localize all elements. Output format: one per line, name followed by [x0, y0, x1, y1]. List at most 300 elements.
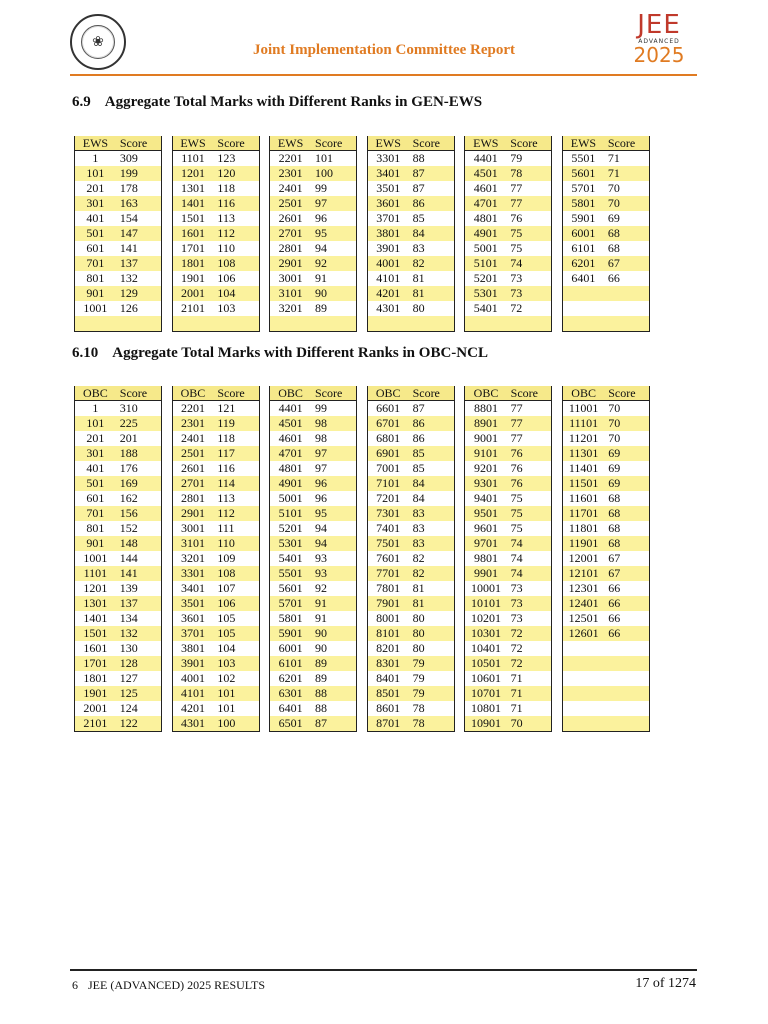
table-row — [270, 551, 357, 566]
table-row — [75, 226, 162, 241]
score-cell: 90 — [311, 286, 357, 301]
rank-cell: 3301 — [172, 566, 213, 581]
rank-cell: 801 — [75, 271, 116, 286]
table-row — [367, 536, 454, 551]
score-cell: 85 — [409, 446, 455, 461]
table-row — [172, 626, 259, 641]
rank-cell: 12001 — [563, 551, 605, 566]
score-cell: 69 — [604, 211, 650, 226]
table-row — [465, 316, 552, 332]
score-cell: 66 — [604, 581, 649, 596]
table-row — [270, 256, 357, 271]
table-row — [563, 611, 650, 626]
score-cell: 152 — [116, 521, 162, 536]
rank-cell: 1501 — [172, 211, 213, 226]
rank-cell: 6901 — [367, 446, 408, 461]
table-row — [172, 431, 259, 446]
table-row — [172, 476, 259, 491]
score-cell: 94 — [311, 521, 357, 536]
rank-cell: 201 — [75, 431, 116, 446]
table-row — [172, 566, 259, 581]
rank-cell: 10301 — [465, 626, 507, 641]
table-row — [465, 656, 552, 671]
score-cell: 76 — [506, 211, 552, 226]
score-cell: 91 — [311, 596, 357, 611]
table-row — [563, 641, 650, 656]
table-row — [172, 401, 259, 417]
table-row — [75, 626, 162, 641]
rank-cell: 3901 — [367, 241, 408, 256]
score-cell: 73 — [506, 286, 552, 301]
table-row — [563, 626, 650, 641]
rank-cell: 3801 — [172, 641, 213, 656]
score-cell: 97 — [311, 446, 357, 461]
score-cell: 79 — [506, 151, 552, 167]
rank-column-header: EWS — [270, 136, 311, 151]
table-row — [367, 196, 454, 211]
table-row — [172, 551, 259, 566]
rank-cell: 1001 — [75, 551, 116, 566]
table-row — [563, 431, 650, 446]
rank-cell: 10901 — [465, 716, 507, 732]
rank-cell: 5601 — [270, 581, 311, 596]
rank-cell: 601 — [75, 491, 116, 506]
score-cell: 101 — [213, 701, 259, 716]
score-cell: 75 — [507, 506, 552, 521]
table-row — [270, 316, 357, 332]
table-row — [270, 271, 357, 286]
score-column-header: Score — [604, 136, 650, 151]
score-cell: 113 — [213, 491, 259, 506]
table-row — [465, 241, 552, 256]
score-cell: 117 — [213, 446, 259, 461]
rank-table — [562, 136, 650, 332]
rank-cell: 5301 — [465, 286, 506, 301]
table-row — [465, 401, 552, 417]
rank-cell: 9301 — [465, 476, 507, 491]
rank-cell: 8301 — [367, 656, 408, 671]
rank-cell — [563, 286, 604, 301]
table-row — [270, 656, 357, 671]
table-row — [563, 401, 650, 417]
rank-cell: 12101 — [563, 566, 605, 581]
score-cell: 89 — [311, 656, 357, 671]
score-cell: 67 — [604, 551, 649, 566]
rank-cell: 201 — [75, 181, 116, 196]
rank-cell: 7601 — [367, 551, 408, 566]
table-row — [465, 611, 552, 626]
page-header — [0, 0, 768, 80]
rank-cell: 2901 — [270, 256, 311, 271]
rank-cell: 5101 — [465, 256, 506, 271]
table-row — [270, 301, 357, 316]
rank-cell: 4301 — [172, 716, 213, 732]
table-row — [465, 551, 552, 566]
table-row — [172, 491, 259, 506]
table-row — [465, 446, 552, 461]
table-row — [367, 476, 454, 491]
table-row — [75, 596, 162, 611]
score-cell: 144 — [116, 551, 162, 566]
rank-cell: 5001 — [270, 491, 311, 506]
score-cell: 96 — [311, 476, 357, 491]
score-cell: 127 — [116, 671, 162, 686]
rank-cell: 11201 — [563, 431, 605, 446]
rank-column-header: EWS — [172, 136, 213, 151]
report-title: Joint Implementation Committee Report — [252, 42, 516, 58]
score-cell: 77 — [506, 196, 552, 211]
section-heading: Aggregate Total Marks with Different Ranks in GEN-EWS — [104, 94, 483, 110]
score-cell: 118 — [213, 431, 259, 446]
score-cell: 81 — [409, 286, 455, 301]
section-title-obc — [72, 345, 488, 362]
table-row — [270, 226, 357, 241]
table-row — [563, 476, 650, 491]
score-cell: 74 — [507, 536, 552, 551]
score-cell: 69 — [604, 446, 649, 461]
rank-column-header: OBC — [563, 386, 605, 401]
rank-cell: 1101 — [75, 566, 116, 581]
table-row — [75, 521, 162, 536]
rank-cell: 6301 — [270, 686, 311, 701]
score-cell: 84 — [409, 226, 455, 241]
table-row — [465, 491, 552, 506]
rank-cell: 7901 — [367, 596, 408, 611]
rank-cell: 5701 — [563, 181, 604, 196]
table-row — [563, 461, 650, 476]
rank-cell: 5801 — [563, 196, 604, 211]
score-cell: 96 — [311, 491, 357, 506]
rank-column-header: EWS — [563, 136, 604, 151]
score-cell: 77 — [507, 416, 552, 431]
rank-cell: 3201 — [270, 301, 311, 316]
score-cell: 105 — [213, 611, 259, 626]
table-row — [563, 551, 650, 566]
table-row — [172, 226, 259, 241]
rank-cell: 401 — [75, 461, 116, 476]
table-row — [465, 151, 552, 167]
score-cell — [604, 316, 650, 332]
table-row — [75, 271, 162, 286]
table-row — [563, 271, 650, 286]
rank-cell: 9001 — [465, 431, 507, 446]
rank-cell: 2001 — [172, 286, 213, 301]
rank-table — [464, 386, 552, 732]
rank-cell: 8501 — [367, 686, 408, 701]
rank-cell: 2501 — [172, 446, 213, 461]
score-cell: 99 — [311, 401, 357, 417]
score-cell: 91 — [311, 271, 357, 286]
table-row — [270, 521, 357, 536]
table-row — [172, 271, 259, 286]
score-cell: 108 — [213, 566, 259, 581]
score-cell: 87 — [409, 401, 455, 417]
score-cell: 107 — [213, 581, 259, 596]
table-row — [563, 521, 650, 536]
section-title-ews — [72, 94, 482, 111]
table-row — [465, 476, 552, 491]
score-cell: 88 — [311, 686, 357, 701]
rank-table — [367, 386, 455, 732]
rank-cell: 5501 — [270, 566, 311, 581]
score-cell: 72 — [507, 656, 552, 671]
rank-cell: 8701 — [367, 716, 408, 732]
table-row — [270, 686, 357, 701]
table-row — [75, 461, 162, 476]
table-row — [563, 241, 650, 256]
rank-cell: 4101 — [172, 686, 213, 701]
score-cell: 76 — [507, 461, 552, 476]
score-cell: 116 — [213, 461, 259, 476]
score-cell: 74 — [507, 566, 552, 581]
table-row — [172, 716, 259, 732]
rank-cell — [367, 316, 408, 332]
table-row — [367, 671, 454, 686]
score-cell: 82 — [409, 256, 455, 271]
table-row — [270, 581, 357, 596]
score-cell: 86 — [409, 431, 455, 446]
rank-cell — [563, 316, 604, 332]
rank-cell: 3101 — [270, 286, 311, 301]
score-column-header: Score — [507, 386, 552, 401]
table-row — [367, 641, 454, 656]
rank-cell: 2601 — [172, 461, 213, 476]
table-row — [465, 256, 552, 271]
table-row — [465, 626, 552, 641]
rank-cell: 11901 — [563, 536, 605, 551]
score-cell: 110 — [213, 241, 259, 256]
table-row — [465, 596, 552, 611]
rank-cell: 2101 — [172, 301, 213, 316]
table-row — [270, 416, 357, 431]
table-row — [270, 716, 357, 732]
score-column-header: Score — [116, 386, 162, 401]
table-row — [270, 431, 357, 446]
logo-year: 2025 — [633, 43, 685, 67]
table-row — [75, 566, 162, 581]
rank-cell: 7801 — [367, 581, 408, 596]
score-column-header: Score — [213, 386, 259, 401]
score-cell: 114 — [213, 476, 259, 491]
table-row — [563, 596, 650, 611]
score-cell: 90 — [311, 641, 357, 656]
table-row — [367, 256, 454, 271]
score-cell: 86 — [409, 196, 455, 211]
table-row — [75, 416, 162, 431]
score-cell: 89 — [311, 301, 357, 316]
table-row — [172, 536, 259, 551]
score-cell: 97 — [311, 461, 357, 476]
score-cell: 91 — [311, 611, 357, 626]
rank-cell: 5401 — [465, 301, 506, 316]
score-cell: 79 — [409, 656, 455, 671]
rank-cell: 2701 — [172, 476, 213, 491]
score-cell — [604, 686, 649, 701]
score-cell: 68 — [604, 241, 650, 256]
score-column-header: Score — [213, 136, 259, 151]
score-cell: 70 — [604, 416, 649, 431]
table-row — [563, 491, 650, 506]
score-cell: 137 — [116, 596, 162, 611]
score-cell: 69 — [604, 476, 649, 491]
score-cell: 110 — [213, 536, 259, 551]
rank-cell: 3201 — [172, 551, 213, 566]
rank-cell: 401 — [75, 211, 116, 226]
score-cell: 98 — [311, 431, 357, 446]
score-cell: 83 — [409, 536, 455, 551]
score-cell: 66 — [604, 596, 649, 611]
table-row — [367, 241, 454, 256]
table-row — [465, 301, 552, 316]
table-row — [367, 226, 454, 241]
rank-cell: 9501 — [465, 506, 507, 521]
rank-cell: 301 — [75, 196, 116, 211]
rank-cell: 5601 — [563, 166, 604, 181]
table-row — [75, 316, 162, 332]
score-cell: 111 — [213, 521, 259, 536]
score-cell: 68 — [604, 536, 649, 551]
rank-cell: 1201 — [75, 581, 116, 596]
table-row — [270, 181, 357, 196]
rank-cell: 4701 — [270, 446, 311, 461]
score-cell: 67 — [604, 256, 650, 271]
rank-cell: 4001 — [172, 671, 213, 686]
rank-cell: 801 — [75, 521, 116, 536]
score-cell: 95 — [311, 506, 357, 521]
table-row — [270, 151, 357, 167]
score-cell: 106 — [213, 271, 259, 286]
rank-cell: 1 — [75, 401, 116, 417]
score-column-header: Score — [116, 136, 162, 151]
table-row — [465, 536, 552, 551]
table-row — [270, 401, 357, 417]
table-row — [75, 671, 162, 686]
rank-cell: 501 — [75, 476, 116, 491]
score-column-header: Score — [311, 136, 357, 151]
table-row — [172, 151, 259, 167]
rank-column-header: OBC — [367, 386, 408, 401]
rank-cell: 3701 — [367, 211, 408, 226]
score-cell: 78 — [409, 716, 455, 732]
score-cell — [604, 716, 649, 732]
score-cell: 134 — [116, 611, 162, 626]
rank-cell: 2601 — [270, 211, 311, 226]
score-cell — [604, 671, 649, 686]
score-cell: 108 — [213, 256, 259, 271]
table-row — [465, 166, 552, 181]
table-row — [270, 461, 357, 476]
score-cell: 201 — [116, 431, 162, 446]
rank-cell: 10101 — [465, 596, 507, 611]
score-cell: 102 — [213, 671, 259, 686]
rank-cell: 4801 — [270, 461, 311, 476]
rank-cell: 2801 — [270, 241, 311, 256]
rank-cell: 7701 — [367, 566, 408, 581]
rank-cell: 10501 — [465, 656, 507, 671]
rank-cell: 1801 — [172, 256, 213, 271]
score-cell: 83 — [409, 521, 455, 536]
table-row — [367, 551, 454, 566]
table-row — [465, 671, 552, 686]
rank-column-header: EWS — [465, 136, 506, 151]
score-cell: 132 — [116, 626, 162, 641]
rank-cell: 7401 — [367, 521, 408, 536]
score-cell: 104 — [213, 286, 259, 301]
table-row — [563, 166, 650, 181]
score-cell: 163 — [116, 196, 162, 211]
rank-cell: 1001 — [75, 301, 116, 316]
table-row — [563, 301, 650, 316]
rank-cell: 9101 — [465, 446, 507, 461]
score-cell: 112 — [213, 226, 259, 241]
rank-cell: 5201 — [465, 271, 506, 286]
section-number: 6.10 — [72, 345, 99, 361]
score-cell — [213, 316, 259, 332]
score-cell: 156 — [116, 506, 162, 521]
rank-cell: 5801 — [270, 611, 311, 626]
score-cell: 83 — [409, 506, 455, 521]
table-row — [465, 196, 552, 211]
score-cell: 178 — [116, 181, 162, 196]
table-row — [367, 181, 454, 196]
table-row — [172, 196, 259, 211]
score-cell: 77 — [506, 181, 552, 196]
score-cell: 76 — [507, 446, 552, 461]
rank-cell: 101 — [75, 416, 116, 431]
table-row — [75, 196, 162, 211]
rank-cell: 6201 — [563, 256, 604, 271]
score-cell: 85 — [409, 461, 455, 476]
table-row — [172, 596, 259, 611]
rank-cell: 6601 — [367, 401, 408, 417]
rank-table — [172, 386, 260, 732]
table-row — [465, 566, 552, 581]
score-cell: 103 — [213, 301, 259, 316]
score-cell: 141 — [116, 566, 162, 581]
score-cell: 130 — [116, 641, 162, 656]
table-row — [563, 181, 650, 196]
table-row — [563, 211, 650, 226]
footer-text: JEE (ADVANCED) 2025 RESULTS — [88, 978, 266, 992]
rank-cell: 7501 — [367, 536, 408, 551]
rank-cell: 12301 — [563, 581, 605, 596]
table-row — [465, 581, 552, 596]
score-cell: 309 — [116, 151, 162, 167]
rank-cell: 9801 — [465, 551, 507, 566]
rank-cell: 7101 — [367, 476, 408, 491]
score-cell: 77 — [507, 431, 552, 446]
score-cell: 75 — [506, 226, 552, 241]
score-cell: 85 — [409, 211, 455, 226]
table-row — [367, 506, 454, 521]
table-row — [367, 716, 454, 732]
score-cell: 148 — [116, 536, 162, 551]
score-cell: 92 — [311, 581, 357, 596]
rank-cell: 501 — [75, 226, 116, 241]
score-cell: 82 — [409, 551, 455, 566]
rank-cell: 11301 — [563, 446, 605, 461]
rank-cell: 10601 — [465, 671, 507, 686]
score-cell: 84 — [409, 491, 455, 506]
rank-cell: 6001 — [563, 226, 604, 241]
rank-cell: 9601 — [465, 521, 507, 536]
rank-cell: 7301 — [367, 506, 408, 521]
table-row — [465, 226, 552, 241]
score-cell: 87 — [311, 716, 357, 732]
score-cell: 103 — [213, 656, 259, 671]
table-row — [465, 461, 552, 476]
score-cell: 90 — [311, 626, 357, 641]
